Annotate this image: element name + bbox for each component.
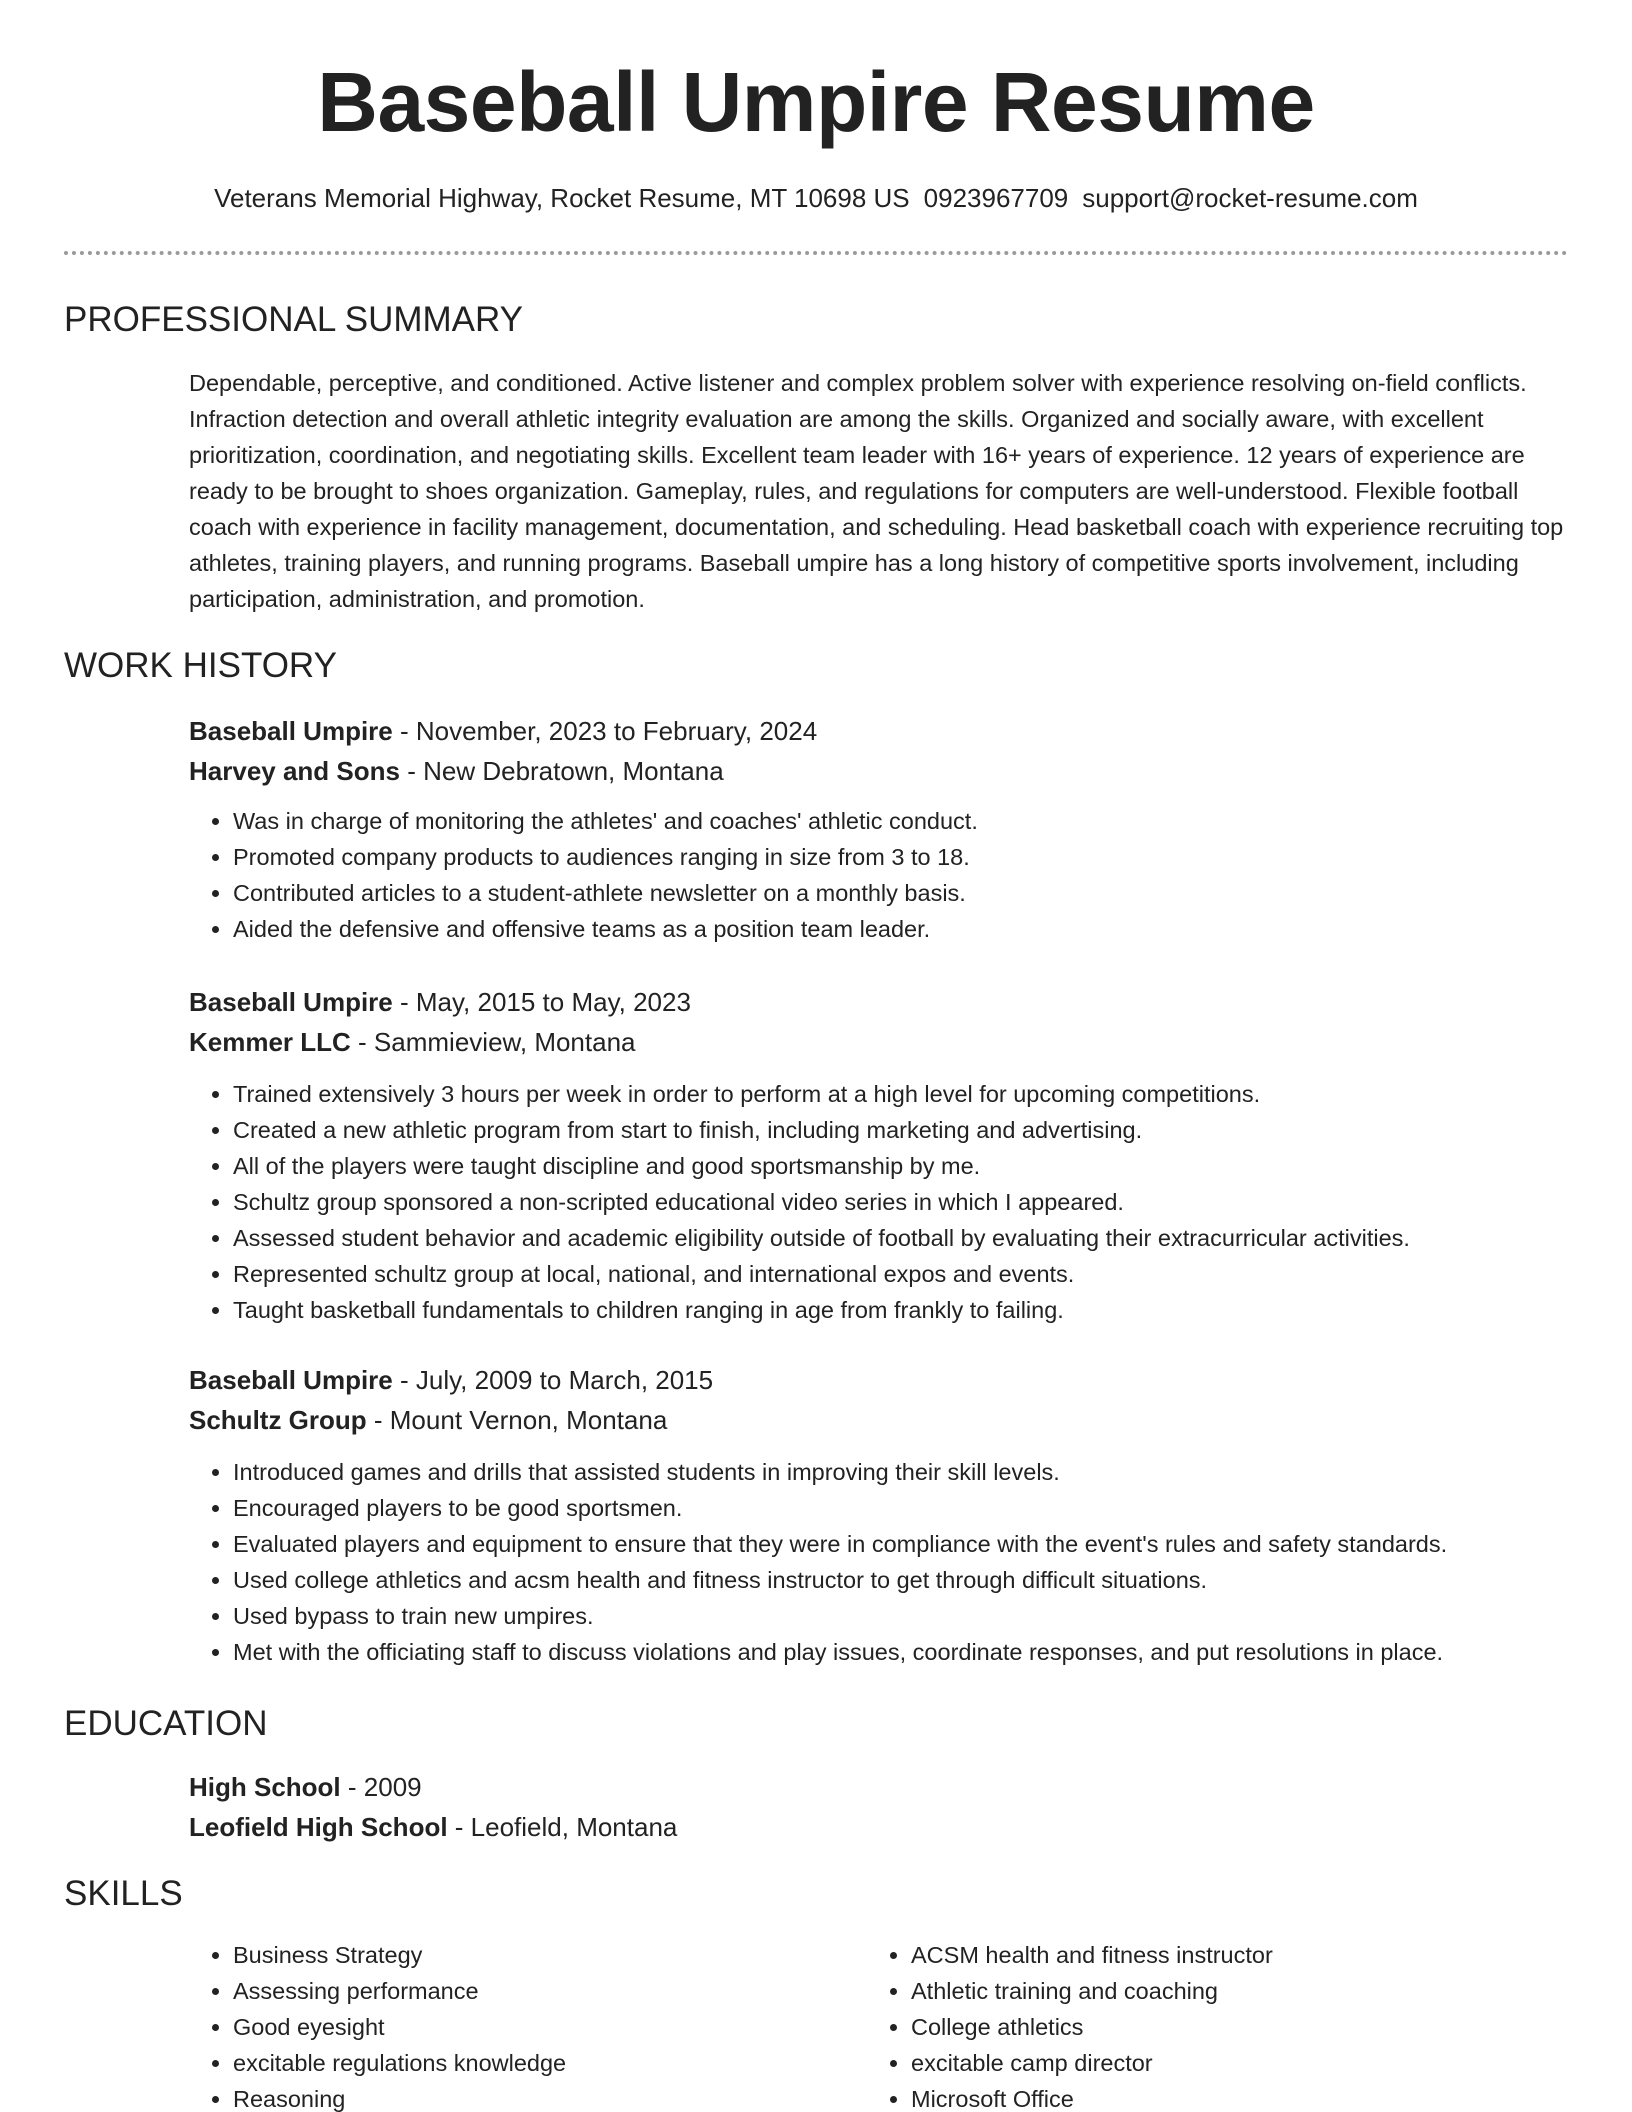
education-school: Leofield High School: [189, 1812, 448, 1842]
list-item: • All of the players were taught discipline and good sportsmanship by me.: [233, 1148, 1579, 1184]
list-item: • Introduced games and drills that assisted students in improving their skill levels.: [233, 1454, 1579, 1490]
skills-column-right: [867, 1937, 1273, 2112]
job-company: Kemmer LLC: [189, 1027, 351, 1057]
job-bullets: [189, 1076, 1579, 1328]
skill-item: • Athletic training and coaching: [911, 1973, 1273, 2009]
list-item: • Schultz group sponsored a non-scripted educational video series in which I appeared.: [233, 1184, 1579, 1220]
job-title: Baseball Umpire: [189, 1365, 393, 1395]
header-divider: [64, 251, 1568, 255]
skill-item: • Assessing performance: [233, 1973, 566, 2009]
list-item: • Was in charge of monitoring the athletes' and coaches' athletic conduct.: [233, 803, 1579, 839]
section-heading-skills: SKILLS: [64, 1874, 183, 1913]
list-item: • Trained extensively 3 hours per week in order to perform at a high level for upcoming competitions.: [233, 1076, 1579, 1112]
skills-column-left: [189, 1937, 566, 2112]
job-dates: - July, 2009 to March, 2015: [392, 1365, 714, 1395]
skills-list: [189, 1937, 1579, 2112]
job-bullets: [189, 1454, 1579, 1670]
job-company-line: [189, 1022, 1579, 1062]
list-item: • Encouraged players to be good sportsmen.: [233, 1490, 1579, 1526]
list-item: • Met with the officiating staff to discuss violations and play issues, coordinate responses, and put resolutions in place.: [233, 1634, 1579, 1670]
job-bullets: [189, 803, 1579, 947]
education-degree-line: [189, 1767, 1579, 1807]
job-title: Baseball Umpire: [189, 716, 393, 746]
list-item: • Used college athletics and acsm health and fitness instructor to get through difficult situations.: [233, 1562, 1579, 1598]
contact-email[interactable]: support@rocket-resume.com: [1082, 183, 1418, 213]
job-title-line: [189, 711, 1579, 751]
contact-address: Veterans Memorial Highway, Rocket Resume, MT 10698 US: [214, 183, 910, 213]
job-dates: - May, 2015 to May, 2023: [392, 987, 691, 1017]
section-heading-work: WORK HISTORY: [64, 646, 337, 685]
education-degree: High School: [189, 1772, 341, 1802]
resume-title: Baseball Umpire Resume: [317, 55, 1315, 149]
job-entry: [189, 1360, 1579, 1670]
list-item: • Aided the defensive and offensive teams as a position team leader.: [233, 911, 1579, 947]
job-title-line: [189, 982, 1579, 1022]
list-item: • Created a new athletic program from start to finish, including marketing and advertising.: [233, 1112, 1579, 1148]
job-entry: [189, 711, 1579, 947]
job-location: - Mount Vernon, Montana: [366, 1405, 668, 1435]
job-title-line: [189, 1360, 1579, 1400]
list-item: • Contributed articles to a student-athlete newsletter on a monthly basis.: [233, 875, 1579, 911]
summary-text: Dependable, perceptive, and conditioned. Active listener and complex problem solver with experience resolving on-field conflicts. Infraction detection and overall athletic integrity evaluation are among the skills. Organized and socially aware, with excellent prioritization, coordination, and negotiating skills. Excellent team leader with 16+ years of experience. 12 years of experience are ready to be brought to shoes organization. Gameplay, rules, and regulations for computers are well-understood. Flexible football coach with experience in facility management, documentation, and scheduling. Head basketball coach with experience recruiting top athletes, training players, and running programs. Baseball umpire has a long history of competitive sports involvement, including participation, administration, and promotion.: [189, 370, 1564, 612]
list-item: • Taught basketball fundamentals to children ranging in age from frankly to failing.: [233, 1292, 1579, 1328]
job-company: Harvey and Sons: [189, 756, 400, 786]
job-company: Schultz Group: [189, 1405, 367, 1435]
skill-item: • Good eyesight: [233, 2009, 566, 2045]
section-heading-summary: PROFESSIONAL SUMMARY: [64, 300, 523, 339]
job-company-line: [189, 1400, 1579, 1440]
contact-line: [0, 180, 1632, 216]
education-year: - 2009: [340, 1772, 422, 1802]
job-dates: - November, 2023 to February, 2024: [392, 716, 818, 746]
job-location: - New Debratown, Montana: [399, 756, 724, 786]
skill-item: • College athletics: [911, 2009, 1273, 2045]
section-heading-education: EDUCATION: [64, 1704, 268, 1743]
list-item: • Represented schultz group at local, national, and international expos and events.: [233, 1256, 1579, 1292]
skill-item: • Microsoft Office: [911, 2081, 1273, 2112]
job-entry: [189, 982, 1579, 1328]
skill-item: • excitable camp director: [911, 2045, 1273, 2081]
job-location: - Sammieview, Montana: [350, 1027, 636, 1057]
skill-item: • Reasoning: [233, 2081, 566, 2112]
skill-item: • ACSM health and fitness instructor: [911, 1937, 1273, 1973]
job-title: Baseball Umpire: [189, 987, 393, 1017]
list-item: • Evaluated players and equipment to ensure that they were in compliance with the event's rules and safety standards.: [233, 1526, 1579, 1562]
skill-item: • Business Strategy: [233, 1937, 566, 1973]
skill-item: • excitable regulations knowledge: [233, 2045, 566, 2081]
education-location: - Leofield, Montana: [447, 1812, 678, 1842]
list-item: • Promoted company products to audiences ranging in size from 3 to 18.: [233, 839, 1579, 875]
education-entry: [189, 1767, 1579, 1847]
list-item: • Assessed student behavior and academic eligibility outside of football by evaluating their extracurricular activities.: [233, 1220, 1579, 1256]
education-school-line: [189, 1807, 1579, 1847]
job-company-line: [189, 751, 1579, 791]
list-item: • Used bypass to train new umpires.: [233, 1598, 1579, 1634]
contact-phone: 0923967709: [923, 183, 1069, 213]
